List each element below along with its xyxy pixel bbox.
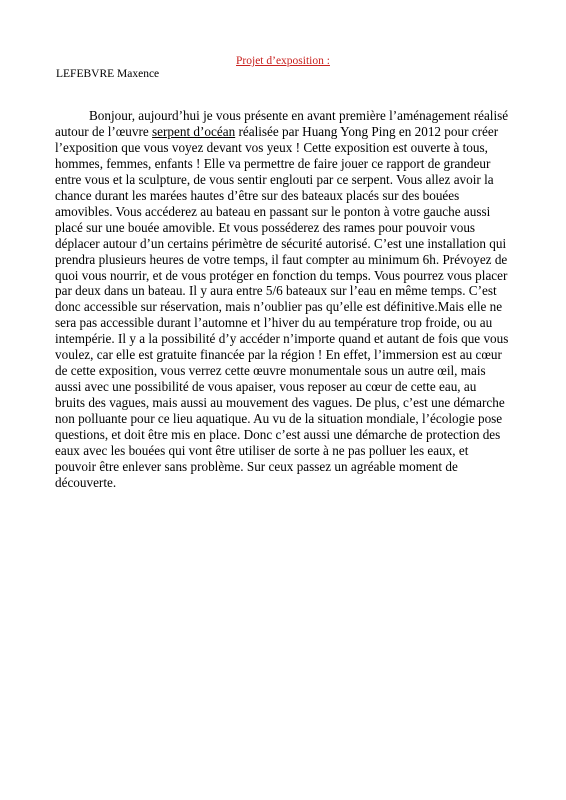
paragraph-line: de cette exposition, vous verrez cette œuvre monumentale sous un autre œil, mais: [55, 363, 486, 379]
paragraph-line: aussi avec une possibilité de vous apaiser, vous reposer au cœur de cette eau, au: [55, 379, 477, 395]
body-paragraph: [55, 108, 514, 491]
paragraph-line: intempérie. Il y a la possibilité d’y accéder n’importe quand et autant de fois que vous: [55, 331, 509, 347]
document-title: Projet d’exposition :: [236, 55, 330, 67]
paragraph-line: sera pas accessible durant l’automne et l’hiver du au température trop froide, ou au: [55, 315, 493, 331]
paragraph-line: pouvoir être enlever sans problème. Sur ceux passez un agréable moment de: [55, 458, 458, 474]
paragraph-line: déplacer autour d’un certains périmètre de sécurité autorisé. C’est une installation qui: [55, 235, 507, 251]
paragraph-line: non polluante pour ce lieu aquatique. Au vu de la situation mondiale, l’écologie pose: [55, 411, 503, 427]
paragraph-line: amovibles. Vous accéderez au bateau en passant sur le ponton à votre gauche aussi: [55, 203, 491, 219]
artwork-title-link: serpent d’océan: [152, 123, 236, 139]
line-text: réalisée par Huang Yong Ping en 2012 pour créer: [235, 123, 499, 139]
author-name: LEFEBVRE Maxence: [56, 68, 160, 80]
paragraph-line: prendra plusieurs heures de votre temps, il faut compter au minimum 6h. Prévoyez de: [55, 251, 508, 267]
paragraph-line: entre vous et la sculpture, de vous sentir englouti par ce serpent. Vous allez avoir la: [55, 171, 494, 187]
paragraph-line: quoi vous nourrir, et de vous protéger en fonction du temps. Vous pourrez vous placer: [55, 267, 508, 283]
paragraph-line: hommes, femmes, enfants ! Elle va permettre de faire jouer ce rapport de grandeur: [55, 155, 491, 171]
paragraph-line: [55, 124, 514, 140]
paragraph-line: Bonjour, aujourd’hui je vous présente en avant première l’aménagement réalisé: [89, 108, 509, 123]
paragraph-line: par deux dans un bateau. Il y aura entre 5/6 bateaux sur l’eau en même temps. C’est: [55, 283, 497, 299]
paragraph-line: eaux avec les bouées qui vont être utiliser de sorte à ne pas polluer les eaux, et: [55, 443, 469, 459]
paragraph-line: chance durant les marées hautes d’être sur des bateaux placés sur des bouées: [55, 187, 460, 203]
paragraph-line: bruits des vagues, mais aussi au mouvement des vagues. De plus, c’est une démarche: [55, 395, 505, 411]
paragraph-line: l’exposition que vous voyez devant vos yeux ! Cette exposition est ouverte à tous,: [55, 139, 488, 155]
line-text: autour de l’œuvre: [55, 123, 153, 139]
paragraph-line: voulez, car elle est gratuite financée par la région ! En effet, l’immersion est au cœur: [55, 347, 502, 363]
paragraph-line: donc accessible sur réservation, mais n’oublier pas qu’elle est définitive.Mais elle ne: [55, 299, 503, 315]
paragraph-line: placé sur une bouée amovible. Et vous posséderez des rames pour pouvoir vous: [55, 219, 476, 235]
paragraph-line: questions, et doit être mis en place. Donc c’est aussi une démarche de protection des: [55, 427, 501, 443]
paragraph-line: découverte.: [55, 474, 117, 490]
